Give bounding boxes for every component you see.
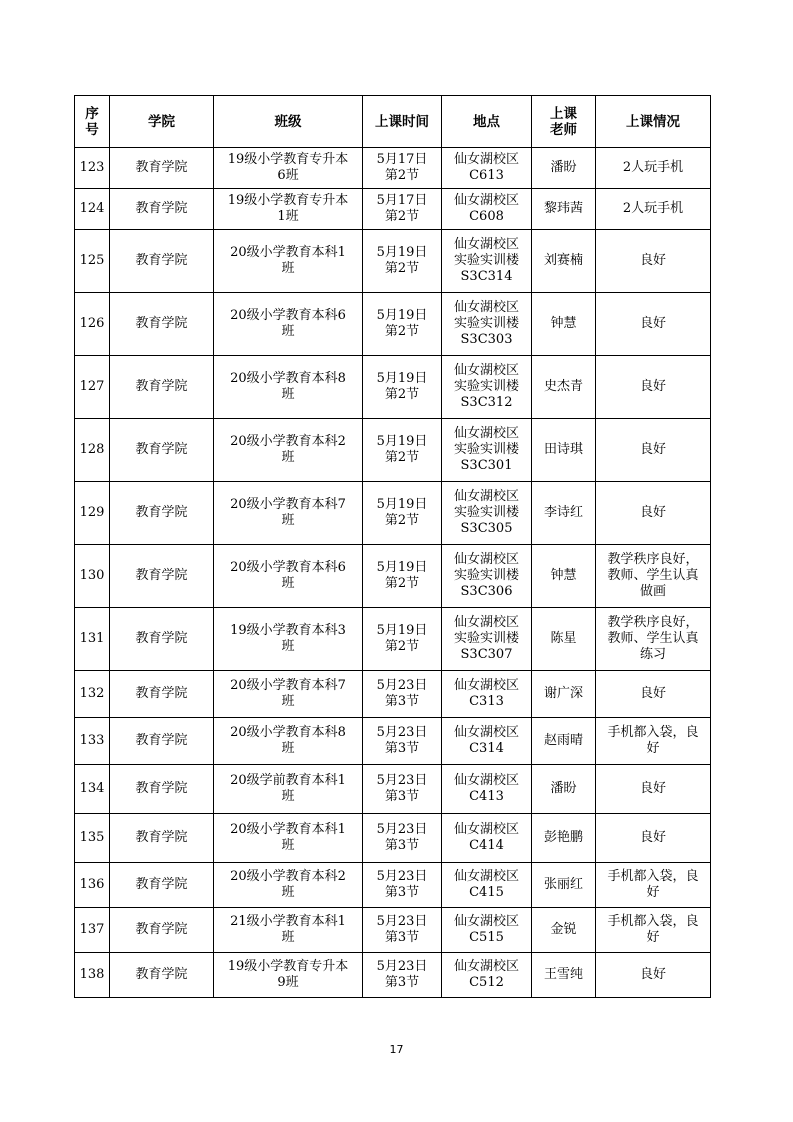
cell-location: 仙女湖校区 C415	[442, 863, 532, 908]
cell-class: 20级学前教育本科1 班	[214, 765, 363, 814]
cell-seq: 130	[75, 545, 110, 608]
cell-location: 仙女湖校区 实验实训楼 S3C314	[442, 230, 532, 293]
cell-time: 5月23日 第3节	[363, 908, 442, 953]
cell-college: 教育学院	[110, 356, 214, 419]
table-row	[75, 482, 711, 545]
cell-teacher: 彭艳鹏	[532, 814, 596, 863]
cell-status: 手机都入袋，良 好	[596, 718, 711, 765]
cell-location: 仙女湖校区 实验实训楼 S3C306	[442, 545, 532, 608]
cell-location: 仙女湖校区 实验实训楼 S3C307	[442, 608, 532, 671]
table-row	[75, 671, 711, 718]
cell-seq: 125	[75, 230, 110, 293]
class-inspection-table	[74, 95, 711, 998]
cell-class: 20级小学教育本科6 班	[214, 545, 363, 608]
cell-teacher: 李诗红	[532, 482, 596, 545]
cell-class: 20级小学教育本科6 班	[214, 293, 363, 356]
cell-status: 良好	[596, 482, 711, 545]
cell-seq: 123	[75, 148, 110, 189]
cell-class: 21级小学教育本科1 班	[214, 908, 363, 953]
cell-location: 仙女湖校区 C515	[442, 908, 532, 953]
cell-class: 20级小学教育本科2 班	[214, 863, 363, 908]
cell-status: 教学秩序良好， 教师、学生认真 练习	[596, 608, 711, 671]
cell-teacher: 黎玮茜	[532, 189, 596, 230]
cell-teacher: 谢广深	[532, 671, 596, 718]
table-row	[75, 953, 711, 998]
cell-time: 5月19日 第2节	[363, 293, 442, 356]
cell-seq: 134	[75, 765, 110, 814]
header-class: 班级	[214, 96, 363, 148]
cell-teacher: 钟慧	[532, 545, 596, 608]
cell-college: 教育学院	[110, 545, 214, 608]
cell-class: 20级小学教育本科8 班	[214, 356, 363, 419]
cell-status: 手机都入袋，良 好	[596, 863, 711, 908]
table-row	[75, 230, 711, 293]
cell-college: 教育学院	[110, 718, 214, 765]
cell-location: 仙女湖校区 C414	[442, 814, 532, 863]
cell-class: 19级小学教育专升本 1班	[214, 189, 363, 230]
table-row	[75, 718, 711, 765]
cell-class: 20级小学教育本科7 班	[214, 482, 363, 545]
cell-location: 仙女湖校区 C314	[442, 718, 532, 765]
table-row	[75, 148, 711, 189]
cell-time: 5月17日 第2节	[363, 189, 442, 230]
table-header	[75, 96, 711, 148]
cell-teacher: 田诗琪	[532, 419, 596, 482]
header-time: 上课时间	[363, 96, 442, 148]
cell-location: 仙女湖校区 实验实训楼 S3C303	[442, 293, 532, 356]
cell-class: 19级小学教育本科3 班	[214, 608, 363, 671]
cell-teacher: 赵雨晴	[532, 718, 596, 765]
table-row	[75, 908, 711, 953]
cell-teacher: 刘赛楠	[532, 230, 596, 293]
cell-time: 5月23日 第3节	[363, 671, 442, 718]
cell-time: 5月19日 第2节	[363, 482, 442, 545]
cell-seq: 133	[75, 718, 110, 765]
cell-time: 5月23日 第3节	[363, 814, 442, 863]
cell-teacher: 潘盼	[532, 765, 596, 814]
cell-time: 5月23日 第3节	[363, 765, 442, 814]
cell-status: 手机都入袋，良 好	[596, 908, 711, 953]
header-teacher: 上课 老师	[532, 96, 596, 148]
cell-seq: 138	[75, 953, 110, 998]
cell-status: 良好	[596, 419, 711, 482]
cell-college: 教育学院	[110, 671, 214, 718]
cell-seq: 136	[75, 863, 110, 908]
cell-location: 仙女湖校区 实验实训楼 S3C301	[442, 419, 532, 482]
cell-class: 19级小学教育专升本 6班	[214, 148, 363, 189]
cell-status: 良好	[596, 671, 711, 718]
cell-time: 5月23日 第3节	[363, 718, 442, 765]
table-row	[75, 608, 711, 671]
cell-college: 教育学院	[110, 189, 214, 230]
cell-teacher: 金锐	[532, 908, 596, 953]
cell-class: 20级小学教育本科8 班	[214, 718, 363, 765]
cell-teacher: 史杰青	[532, 356, 596, 419]
table-row	[75, 863, 711, 908]
cell-location: 仙女湖校区 C613	[442, 148, 532, 189]
cell-time: 5月19日 第2节	[363, 419, 442, 482]
header-college: 学院	[110, 96, 214, 148]
cell-status: 2人玩手机	[596, 148, 711, 189]
page-number: 17	[389, 1043, 404, 1056]
cell-seq: 135	[75, 814, 110, 863]
cell-teacher: 陈星	[532, 608, 596, 671]
cell-college: 教育学院	[110, 482, 214, 545]
cell-location: 仙女湖校区 实验实训楼 S3C312	[442, 356, 532, 419]
cell-teacher: 张丽红	[532, 863, 596, 908]
table-row	[75, 189, 711, 230]
cell-status: 良好	[596, 230, 711, 293]
table-row	[75, 545, 711, 608]
cell-status: 良好	[596, 814, 711, 863]
cell-teacher: 王雪纯	[532, 953, 596, 998]
header-row	[75, 96, 711, 148]
header-seq: 序 号	[75, 96, 110, 148]
header-location: 地点	[442, 96, 532, 148]
header-status: 上课情况	[596, 96, 711, 148]
cell-college: 教育学院	[110, 863, 214, 908]
cell-status: 2人玩手机	[596, 189, 711, 230]
cell-location: 仙女湖校区 C512	[442, 953, 532, 998]
cell-time: 5月23日 第3节	[363, 953, 442, 998]
cell-seq: 127	[75, 356, 110, 419]
cell-class: 20级小学教育本科1 班	[214, 814, 363, 863]
cell-class: 19级小学教育专升本 9班	[214, 953, 363, 998]
cell-college: 教育学院	[110, 293, 214, 356]
cell-location: 仙女湖校区 C313	[442, 671, 532, 718]
cell-seq: 137	[75, 908, 110, 953]
cell-location: 仙女湖校区 实验实训楼 S3C305	[442, 482, 532, 545]
cell-college: 教育学院	[110, 230, 214, 293]
cell-status: 教学秩序良好， 教师、学生认真 做画	[596, 545, 711, 608]
table-row	[75, 356, 711, 419]
cell-seq: 126	[75, 293, 110, 356]
cell-seq: 131	[75, 608, 110, 671]
cell-college: 教育学院	[110, 608, 214, 671]
cell-time: 5月19日 第2节	[363, 545, 442, 608]
cell-status: 良好	[596, 293, 711, 356]
cell-teacher: 潘盼	[532, 148, 596, 189]
cell-class: 20级小学教育本科7 班	[214, 671, 363, 718]
cell-class: 20级小学教育本科1 班	[214, 230, 363, 293]
cell-status: 良好	[596, 953, 711, 998]
cell-college: 教育学院	[110, 419, 214, 482]
cell-time: 5月17日 第2节	[363, 148, 442, 189]
cell-seq: 129	[75, 482, 110, 545]
cell-seq: 128	[75, 419, 110, 482]
cell-teacher: 钟慧	[532, 293, 596, 356]
table-row	[75, 814, 711, 863]
cell-class: 20级小学教育本科2 班	[214, 419, 363, 482]
table-row	[75, 419, 711, 482]
cell-college: 教育学院	[110, 148, 214, 189]
cell-status: 良好	[596, 356, 711, 419]
cell-time: 5月23日 第3节	[363, 863, 442, 908]
cell-college: 教育学院	[110, 908, 214, 953]
cell-time: 5月19日 第2节	[363, 608, 442, 671]
cell-location: 仙女湖校区 C608	[442, 189, 532, 230]
table-body	[75, 148, 711, 998]
cell-seq: 124	[75, 189, 110, 230]
cell-college: 教育学院	[110, 765, 214, 814]
cell-college: 教育学院	[110, 814, 214, 863]
table-row	[75, 293, 711, 356]
cell-college: 教育学院	[110, 953, 214, 998]
cell-time: 5月19日 第2节	[363, 230, 442, 293]
cell-status: 良好	[596, 765, 711, 814]
cell-location: 仙女湖校区 C413	[442, 765, 532, 814]
cell-seq: 132	[75, 671, 110, 718]
table-row	[75, 765, 711, 814]
cell-time: 5月19日 第2节	[363, 356, 442, 419]
